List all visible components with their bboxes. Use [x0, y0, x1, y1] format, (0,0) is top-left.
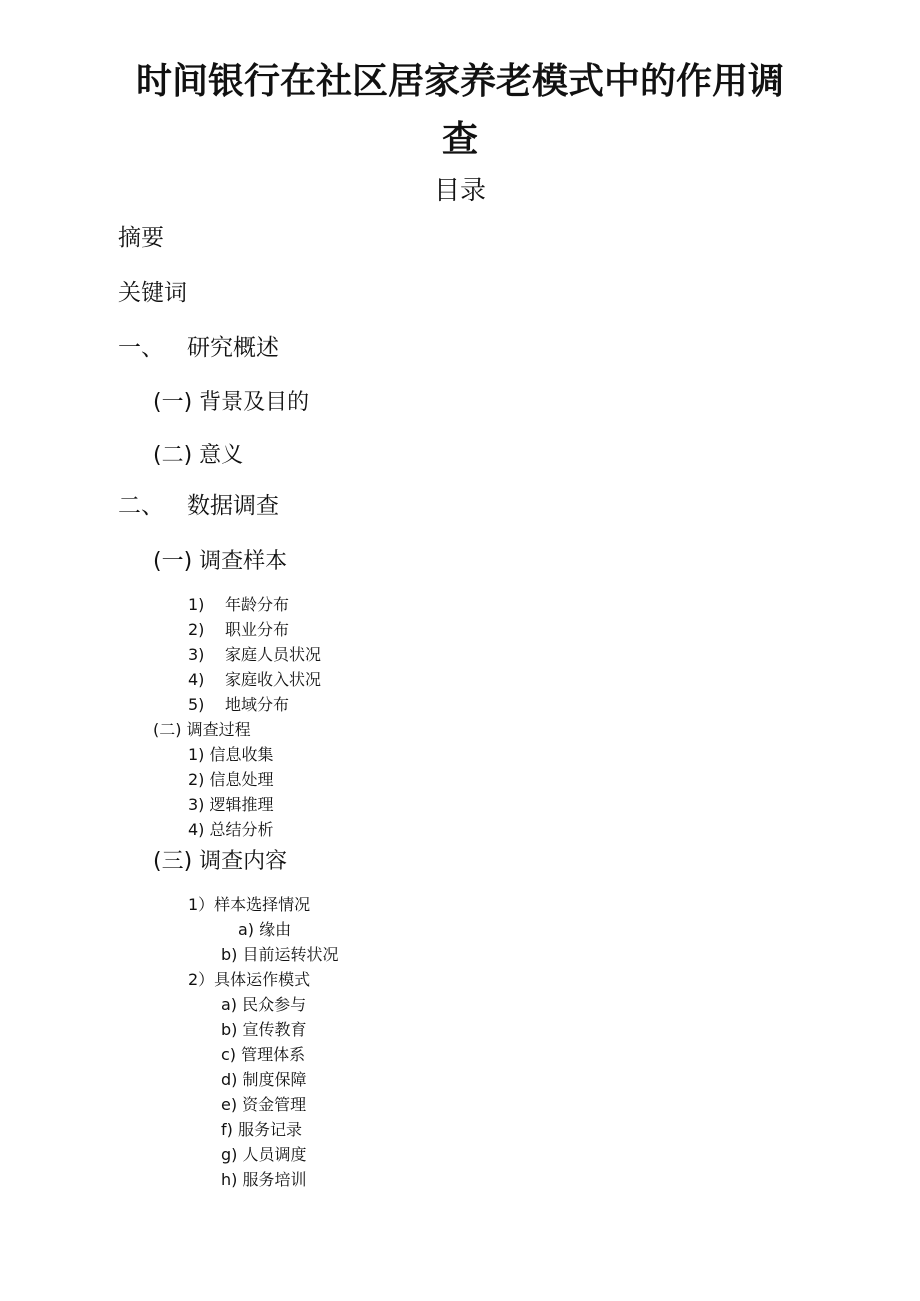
toc-section-2-sub-2[interactable]: (二) 调查过程	[153, 720, 251, 739]
toc-item-abstract[interactable]: 摘要	[118, 225, 164, 251]
toc-content-subitem[interactable]: b) 目前运转状况	[221, 945, 339, 964]
toc-content-subitem[interactable]: d) 制度保障	[221, 1070, 307, 1089]
toc-sample-item-number: 3)	[188, 645, 205, 664]
toc-item-keywords[interactable]: 关键词	[118, 280, 187, 306]
toc-sample-item-number: 4)	[188, 670, 205, 689]
toc-content-subitem[interactable]: f) 服务记录	[221, 1120, 302, 1139]
toc-process-item[interactable]: 1) 信息收集	[188, 745, 274, 764]
toc-content-subitem[interactable]: c) 管理体系	[221, 1045, 306, 1064]
toc-section-2-sub-3[interactable]: (三) 调查内容	[153, 849, 288, 874]
toc-sample-item-number: 2)	[188, 620, 205, 639]
toc-content-subitem[interactable]: g) 人员调度	[221, 1145, 307, 1164]
document-title-line-1: 时间银行在社区居家养老模式中的作用调	[135, 61, 784, 102]
toc-sample-item-label: 职业分布	[225, 620, 290, 639]
toc-sample-item-label: 家庭收入状况	[225, 670, 322, 689]
toc-heading: 目录	[433, 176, 486, 206]
toc-sample-item-label: 地域分布	[225, 695, 290, 714]
toc-sample-item-label: 年龄分布	[225, 595, 290, 614]
toc-process-item[interactable]: 2) 信息处理	[188, 770, 274, 789]
toc-section-1-sub-2[interactable]: (二) 意义	[153, 443, 244, 468]
toc-section-1-label: 研究概述	[187, 335, 279, 361]
toc-section-1-sub-1[interactable]: (一) 背景及目的	[153, 390, 310, 415]
toc-sample-item-number: 5)	[188, 695, 205, 714]
toc-content-subitem[interactable]: e) 资金管理	[221, 1095, 307, 1114]
toc-section-2-label: 数据调查	[187, 493, 279, 519]
toc-process-item[interactable]: 3) 逻辑推理	[188, 795, 274, 814]
toc-section-1-number: 一、	[118, 335, 164, 361]
toc-content-item-2[interactable]: 2）具体运作模式	[188, 970, 311, 989]
toc-section-2-number: 二、	[118, 493, 164, 519]
toc-content-item-1[interactable]: 1）样本选择情况	[188, 895, 311, 914]
toc-content-subitem[interactable]: h) 服务培训	[221, 1170, 307, 1189]
toc-content-subitem[interactable]: a) 缘由	[238, 920, 292, 939]
document-title-line-2: 查	[441, 119, 478, 160]
toc-sample-item-number: 1)	[188, 595, 205, 614]
toc-content-subitem[interactable]: b) 宣传教育	[221, 1020, 307, 1039]
toc-content-subitem[interactable]: a) 民众参与	[221, 995, 307, 1014]
toc-sample-item-label: 家庭人员状况	[225, 645, 322, 664]
toc-process-item[interactable]: 4) 总结分析	[188, 820, 274, 839]
toc-section-2-sub-1[interactable]: (一) 调查样本	[153, 549, 288, 574]
